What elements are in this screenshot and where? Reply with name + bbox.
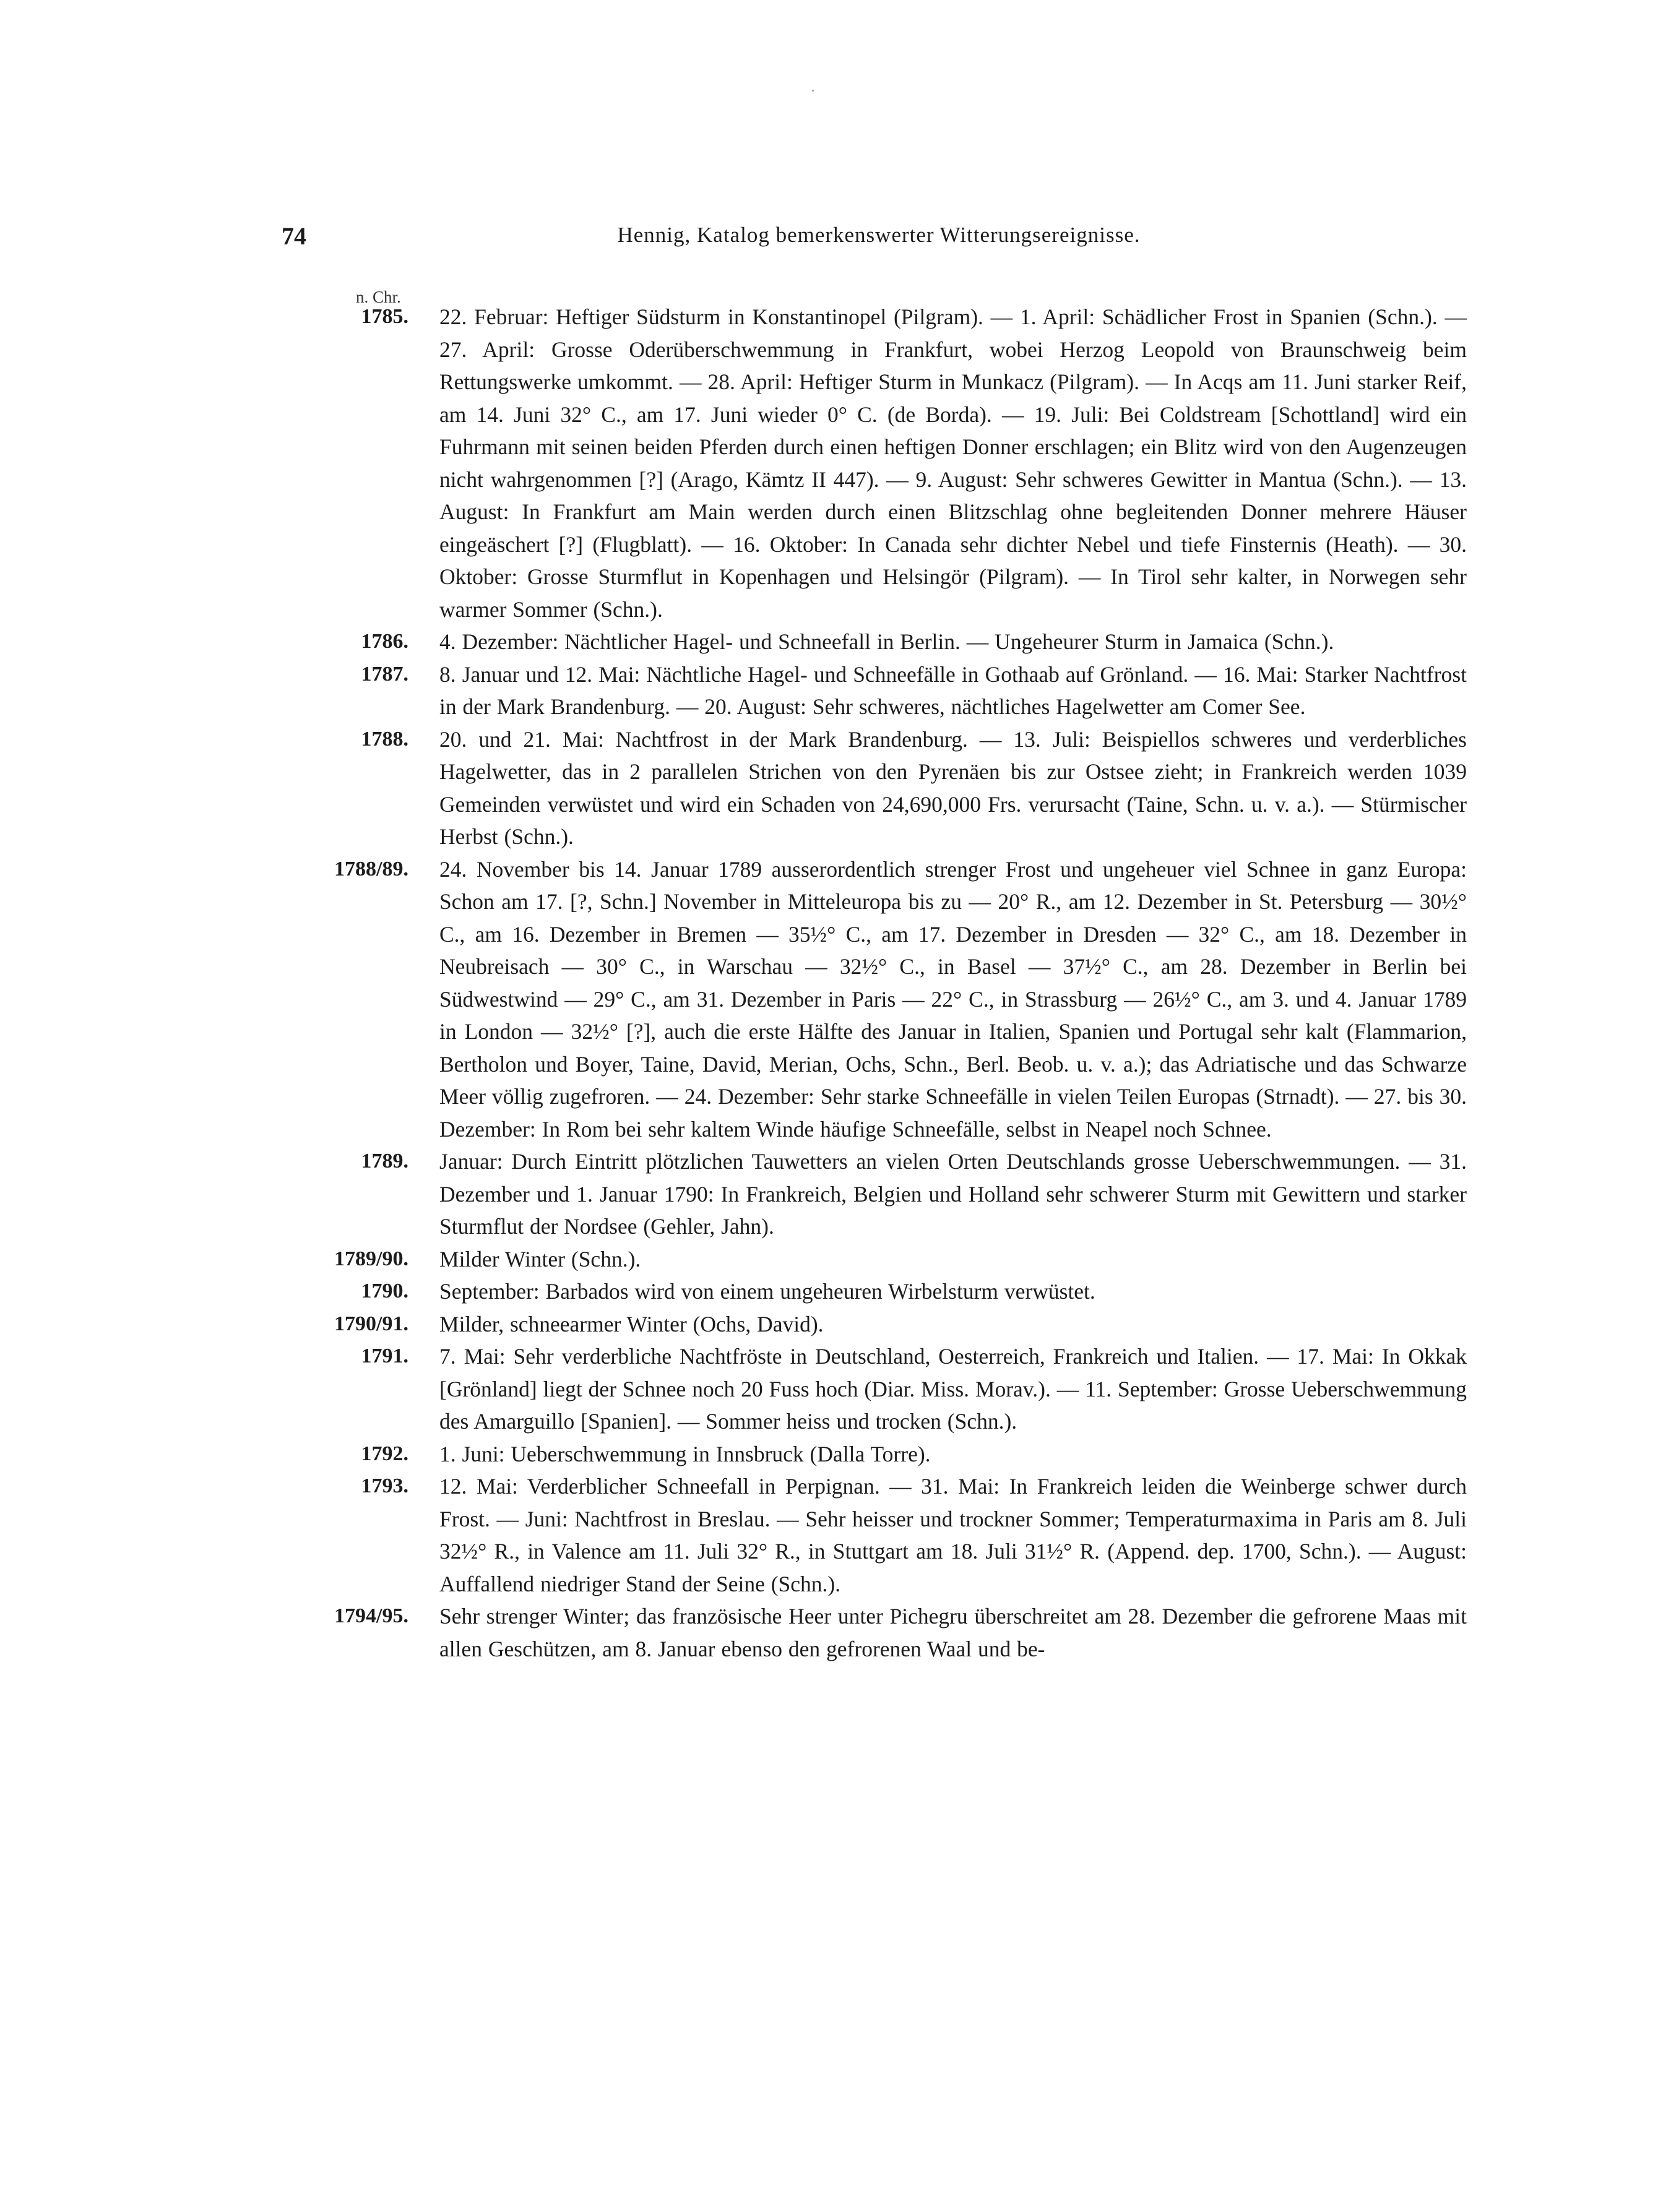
entry-text: 20. und 21. Mai: Nachtfrost in der Mark Brandenburg. — 13. Juli: Beispiellos schweres und verderbliches Hagelwetter, das in 2 parallelen Strichen von den Pyrenäen bis zur Ostsee zieht; in Frankreich werden 1039 Gemeinden verwüstet und wird ein Schaden von 24,690,000 Frs. verursacht (Taine, Schn. u. v. a.). — Stürmischer Herbst (Schn.). (439, 726, 1467, 849)
entry-year: 1791. (361, 1345, 408, 1367)
entry-text: 7. Mai: Sehr verderbliche Nachtfröste in Deutschland, Oesterreich, Frankreich und Italien. — 17. Mai: In Okkak [Grönland] liegt der Schnee noch 20 Fuss hoch (Diar. Miss. Morav.). — 11. September: Grosse Ueberschwemmung des Amarguillo [Spanien]. — Sommer heiss und trocken (Schn.). (439, 1344, 1467, 1434)
entry-year: 1786. (361, 630, 408, 653)
entry-text: 8. Januar und 12. Mai: Nächtliche Hagel- und Schneefälle in Gothaab auf Grönland. — 16. Mai: Starker Nachtfrost in der Mark Brandenburg. — 20. August: Sehr schweres, nächtliches Hagelwetter am Comer See. (439, 661, 1467, 719)
catalog-entry-1786 (278, 626, 1467, 658)
weather-event-catalog (278, 301, 1467, 1665)
catalog-entry-1792 (278, 1438, 1467, 1471)
page-number: 74 (282, 222, 306, 250)
catalog-entry-1788 (278, 723, 1467, 853)
entry-year: 1785. (361, 305, 408, 328)
scan-speck (812, 90, 814, 92)
entry-text: Januar: Durch Eintritt plötzlichen Tauwetters an vielen Orten Deutschlands grosse Ueberschwemmungen. — 31. Dezember und 1. Januar 1790: In Frankreich, Belgien und Holland sehr schwerer Sturm mit Gewittern und starker Sturmflut der Nordsee (Gehler, Jahn). (439, 1149, 1467, 1239)
catalog-entry-1788-89 (278, 853, 1467, 1146)
catalog-entry-1793 (278, 1470, 1467, 1600)
entry-year: 1788. (361, 727, 408, 751)
entry-year: 1789. (361, 1150, 408, 1173)
era-label: n. Chr. (356, 288, 401, 306)
entry-year: 1793. (361, 1474, 408, 1497)
entry-year: 1789/90. (334, 1247, 408, 1270)
entry-year: 1792. (361, 1442, 408, 1465)
catalog-entry-1790 (278, 1275, 1467, 1308)
entry-text: 12. Mai: Verderblicher Schneefall in Perpignan. — 31. Mai: In Frankreich leiden die Weinberge schwer durch Frost. — Juni: Nachtfrost in Breslau. — Sehr heisser und trockner Sommer; Temperaturmaxima in Paris am 8. Juli 32½° R., in Valence am 11. Juli 32° R., in Stuttgart am 18. Juli 31½° R. (Append. dep. 1700, Schn.). — August: Auffallend niedriger Stand der Seine (Schn.). (439, 1474, 1467, 1596)
running-title: Hennig, Katalog bemerkenswerter Witterungsereignisse. (617, 223, 1141, 247)
entry-year: 1794/95. (334, 1604, 408, 1627)
catalog-entry-1790-91 (278, 1308, 1467, 1341)
entry-text: 1. Juni: Ueberschwemmung in Innsbruck (Dalla Torre). (439, 1441, 931, 1466)
entry-text: 24. November bis 14. Januar 1789 ausserordentlich strenger Frost und ungeheuer viel Schnee in ganz Europa: Schon am 17. [?, Schn.] November in Mitteleuropa bis zu — 20° R., am 12. Dezember in St. Petersburg — 30½° C., am 16. Dezember in Bremen — 35½° C., am 17. Dezember in Dresden — 32° C., am 18. Dezember in Neubreisach — 30° C., in Warschau — 32½° C., in Basel — 37½° C., am 28. Dezember in Berlin bei Südwestwind — 29° C., am 31. Dezember in Paris — 22° C., in Strassburg — 26½° C., am 3. und 4. Januar 1789 in London — 32½° [?], auch die erste Hälfte des Januar in Italien, Spanien und Portugal sehr kalt (Flammarion, Bertholon und Boyer, Taine, David, Merian, Ochs, Schn., Berl. Beob. u. v. a.); das Adriatische und das Schwarze Meer völlig zugefroren. — 24. Dezember: Sehr starke Schneefälle in vielen Teilen Europas (Strnadt). — 27. bis 30. Dezember: In Rom bei sehr kaltem Winde häufige Schneefälle, selbst in Neapel noch Schnee. (439, 856, 1467, 1142)
entry-year: 1790/91. (334, 1312, 408, 1335)
entry-year: 1787. (361, 662, 408, 686)
catalog-entry-1789 (278, 1145, 1467, 1243)
entry-text: 4. Dezember: Nächtlicher Hagel- und Schneefall in Berlin. — Ungeheurer Sturm in Jamaica (Schn.). (439, 629, 1334, 654)
catalog-entry-1789-90 (278, 1243, 1467, 1276)
entry-text: Milder, schneearmer Winter (Ochs, David). (439, 1311, 824, 1336)
catalog-entry-1791 (278, 1340, 1467, 1438)
catalog-entry-1785 (278, 301, 1467, 626)
entry-text: Sehr strenger Winter; das französische Heer unter Pichegru überschreitet am 28. Dezember die gefrorene Maas mit allen Geschützen, am 8. Januar ebenso den gefrorenen Waal und be- (439, 1604, 1467, 1661)
entry-year: 1790. (361, 1280, 408, 1302)
entry-text: Milder Winter (Schn.). (439, 1246, 641, 1272)
catalog-entry-1794-95 (278, 1600, 1467, 1665)
entry-year: 1788/89. (334, 857, 408, 880)
catalog-entry-1787 (278, 658, 1467, 723)
entry-text: September: Barbados wird von einem ungeheuren Wirbelsturm verwüstet. (439, 1279, 1095, 1304)
entry-text: 22. Februar: Heftiger Südsturm in Konstantinopel (Pilgram). — 1. April: Schädlicher Frost in Spanien (Schn.). — 27. April: Grosse Oderüberschwemmung in Frankfurt, wobei Herzog Leopold von Braunschweig beim Rettungswerke umkommt. — 28. April: Heftiger Sturm in Munkacz (Pilgram). — In Acqs am 11. Juni starker Reif, am 14. Juni 32° C., am 17. Juni wieder 0° C. (de Borda). — 19. Juli: Bei Coldstream [Schottland] wird ein Fuhrmann mit seinen beiden Pferden durch einen heftigen Donner erschlagen; ein Blitz wird von den Augenzeugen nicht wahrgenommen [?] (Arago, Kämtz II 447). — 9. August: Sehr schweres Gewitter in Mantua (Schn.). — 13. August: In Frankfurt am Main werden durch einen Blitzschlag ohne begleitenden Donner mehrere Häuser eingeäschert [?] (Flugblatt). — 16. Oktober: In Canada sehr dichter Nebel und tiefe Finsternis (Heath). — 30. Oktober: Grosse Sturmflut in Kopenhagen und Helsingör (Pilgram). — In Tirol sehr kalter, in Norwegen sehr warmer Sommer (Schn.). (439, 304, 1467, 622)
